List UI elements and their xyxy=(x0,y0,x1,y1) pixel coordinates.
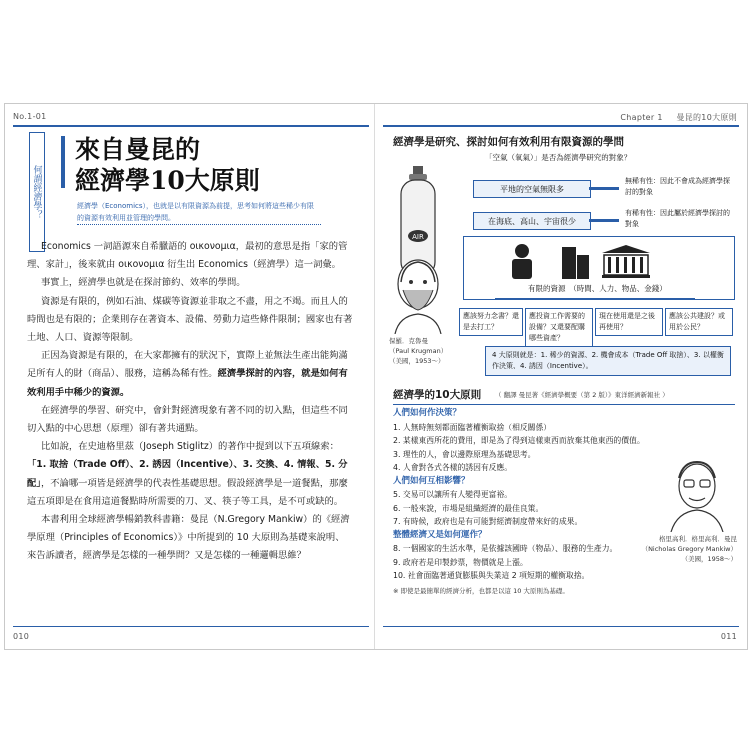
page-title xyxy=(75,134,260,196)
right-header xyxy=(620,112,737,123)
principle-item: 5. 交易可以讓所有人變得更富裕。 xyxy=(393,490,513,499)
mankiw-years: （美國，1958～） xyxy=(681,555,737,563)
person-icon xyxy=(512,244,532,279)
branch-line xyxy=(495,298,695,300)
principle-item: 10. 社會面臨著通貨膨脹與失業這 2 項短期的權衡取捨。 xyxy=(393,571,590,580)
right-header-rule xyxy=(383,125,739,127)
paragraph: 本書利用全球經濟學暢銷教科書籍：曼昆（N.Gregory Mankiw）的《經濟學原理（Principles of Economics）》中所提到的 10 大原則為基礎來說明、來告訴讀者，經濟學是怎樣的一種學問？又是怎樣的一種邏輯思維？ xyxy=(27,514,350,562)
left-header: No.1-01 xyxy=(13,112,47,121)
paragraph-bold: 「1. 取捨（Trade Off）、2. 誘因（Incentive）、3. 交換、4. 情報、5. 分配」 xyxy=(27,459,348,489)
question-public: 應該公共建設？或用於公民？ xyxy=(665,308,733,336)
four-principles-box: 4 大原則就是：1. 稀少的資源、2. 機會成本（Trade Off 取捨）、3. 以權衡作決策、4. 誘因（Incentive）。 xyxy=(485,346,731,376)
vertical-tag: 何謂經濟學？ xyxy=(29,132,45,252)
no-scarcity-note: 無稀有性：因此不會成為經濟學探討的對象 xyxy=(625,177,730,196)
chapter-label: Chapter 1 xyxy=(620,113,663,122)
group-1-title: 人們如何作決策？ xyxy=(393,408,462,418)
footnote: ※ 即使是最簡單的經濟分析，也都是以這 10 大原則為基礎。 xyxy=(393,587,569,595)
paragraph: Economics 一詞語源來自希臘語的 οικονομια，最初的意思是指「家的管理、家計」，後來就由 οικονομια 衍生出 Economics（經濟學）這一詞彙。 xyxy=(27,241,348,271)
air-question: 「空氣（氧氣）」是否為經濟學研究的對象？ xyxy=(485,153,632,162)
title-accent-bar xyxy=(61,136,65,188)
mankiw-en: （Nicholas Gregory Mankiw） xyxy=(641,545,737,553)
group-2-title: 人們如何互相影響？ xyxy=(393,475,470,486)
principle-item: 3. 理性的人，會以邊際原理為基礎思考。 xyxy=(393,449,536,459)
left-footer: 010 xyxy=(13,632,30,641)
body-text xyxy=(27,238,353,566)
section-2-rule xyxy=(393,404,735,405)
principle-item: 2. 某樣東西所花的費用，即是為了得到這樣東西而放棄其他東西的價值。 xyxy=(393,436,645,445)
section-1-title: 經濟學是研究、探討如何有效利用有限資源的學問 xyxy=(393,136,624,148)
question-timing: 現在使用還是之後再使用？ xyxy=(595,308,663,336)
paragraph-text: 正因為資源是有限的，在大家都擁有的狀況下，實際上並無法生產出能夠滿足所有人的財（商品）、服務，這稱為稀有性。 xyxy=(27,350,348,380)
krugman-en: （Paul Krugman） xyxy=(389,347,448,355)
question-invest: 應投資工作需要的設備？又還要配購哪些資產？ xyxy=(525,308,593,347)
principle-item: 4. 人會對各式各樣的誘因有反應。 xyxy=(393,463,513,472)
resources-icons xyxy=(502,243,702,279)
resources-label: 有限的資源 （時間、人力、物品、金錢） xyxy=(528,284,667,293)
paragraph: 在經濟學的學習、研究中，會針對經濟現象有著不同的切入點，但這些不同切入點的中心思想（原理）卻有著共通點。 xyxy=(27,404,348,435)
mankiw-name: 格里高利．格里高利．曼昆 xyxy=(659,535,737,543)
arrow-1 xyxy=(589,187,619,190)
principle-item: 9. 政府若是印製鈔票，物價就是上漲。 xyxy=(393,557,528,567)
chapter-title: 曼昆的10大原則 xyxy=(676,113,737,122)
principle-item: 7. 有時候，政府也是有可能對經濟制度帶來好的成果。 xyxy=(393,517,583,526)
left-footer-rule xyxy=(13,626,369,627)
title-line-2: 經濟學10大原則 xyxy=(75,166,260,195)
krugman-years: （美國，1953～） xyxy=(389,357,445,365)
arrow-2 xyxy=(589,219,619,222)
left-page xyxy=(5,104,375,649)
mankiw-caption xyxy=(637,534,737,564)
right-footer: 011 xyxy=(720,632,737,641)
right-page xyxy=(375,104,747,649)
section-2-title: 經濟學的10大原則 xyxy=(393,389,482,401)
right-footer-rule xyxy=(383,626,739,627)
principle-item: 6. 一般來說，市場是組織經濟的最佳良策。 xyxy=(393,503,544,513)
subtitle: 經濟學（Economics），也就是以有限資源為前提，思考如何將這些稀少有限的資源有效利用並管理的學問。 xyxy=(77,200,321,225)
paragraph: 比如說，在史迪格里茲（Joseph Stiglitz）的著作中提到以下五項線索： xyxy=(41,441,339,453)
krugman-name: 保羅．克魯曼 xyxy=(389,337,428,345)
principle-item: 1. 人無時無刻都面臨著權衡取捨（相反關係） xyxy=(393,422,552,432)
title-line-1: 來自曼昆的 xyxy=(75,135,201,164)
group-3-title: 整體經濟又是如何運作？ xyxy=(393,529,487,540)
paragraph xyxy=(27,456,353,511)
paragraph: 資源是有限的，例如石油、煤碳等資源並非取之不盡，用之不竭。而且人的時間也是有限的；企業則存在著資本、設備、勞動力這些條件限制；國家也有著土地、人口、資源等限制。 xyxy=(27,295,353,344)
paragraph xyxy=(27,347,353,402)
box-scarce-air: 在海底、高山、宇宙很少 xyxy=(473,212,591,230)
section-2-reference: （ 翻譯 曼昆著《經濟學概要（第 2 版）》東洋經濟新報社 ） xyxy=(495,391,669,399)
scarcity-note: 有稀有性：因此屬於經濟學探討的對象 xyxy=(625,209,730,228)
left-header-rule xyxy=(13,125,369,127)
krugman-caption xyxy=(389,336,447,366)
mankiw-portrait xyxy=(667,456,727,532)
building-icon xyxy=(562,247,589,279)
paragraph: 事實上，經濟學也就是在探討節約、效率的學問。 xyxy=(41,277,246,289)
question-study: 應該努力念書？還是去打工？ xyxy=(459,308,523,336)
paragraph-bold: 經濟學探討的內容，就是如何有效利用手中稀少的資源。 xyxy=(27,368,348,398)
tank-label: AIR xyxy=(412,233,424,241)
krugman-portrait xyxy=(389,254,447,334)
resources-block xyxy=(463,236,735,300)
principle-item: 8. 一個國家的生活水準，是依據該國時（物品）、服務的生產力。 xyxy=(393,544,618,553)
bank-icon xyxy=(602,245,650,278)
paragraph-text: ，不論哪一項皆是經濟學的代表性基礎思想。假設經濟學是一道餐點，那麼這五項即是在食用這道餐點時所需要的刀、叉、筷子等工具，是不可或缺的。 xyxy=(27,477,348,507)
box-infinite-air: 平地的空氣無限多 xyxy=(473,180,591,198)
book-spread xyxy=(4,103,748,650)
